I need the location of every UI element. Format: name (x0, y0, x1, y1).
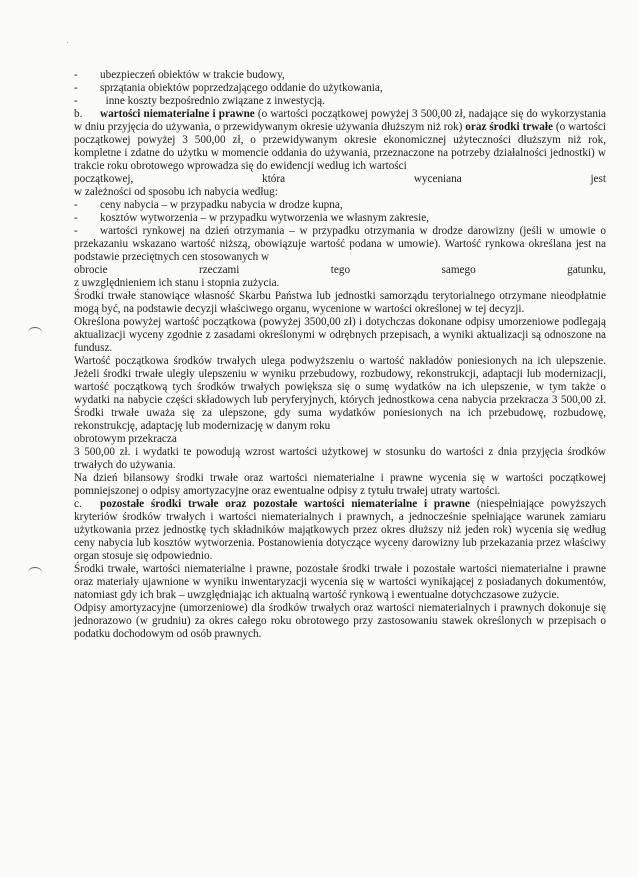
justified-line (74, 173, 606, 186)
list-item-dash: - wartości rynkowej na dzień otrzymania – w przypadku otrzymania w drodze darowizny (jeśli w umowie o przekazaniu wskazano wartość niższą, obowiązuje wartość podana w umowie). Wartość rynkowa określana jest na podstawie przeciętnych cen stosowanych w (74, 225, 606, 263)
word: obrocie (74, 264, 108, 276)
paragraph-text: 3 500,00 zł. i wydatki te powodują wzrost wartości użytkowej w stosunku do wartości z dnia przyjęcia środków trwałych do używania. (74, 446, 606, 471)
list-item-dash: - kosztów wytworzenia – w przypadku wytworzenia we własnym zakresie, (74, 212, 429, 224)
line-text: sprzątania obiektów poprzedzającego oddanie do użytkowania, (100, 82, 383, 94)
paragraph-text: (o wartości początkowej powyżej 3 500,00 zł, o przewidywanym okresie ekonomicznej użyteczności dłuższym niż rok, kompletne i zdatne do użytku w momencie oddania do używania, przeznaczone na potrzeby działalności jednostki) w trakcie roku obrotowego wprowadza się do ewidencji według ich wartości (74, 121, 607, 172)
word: wyceniana (413, 173, 462, 185)
paragraph-text: obrotowym przekracza (74, 433, 177, 445)
word: samego (441, 264, 476, 276)
margin-mark-top (28, 327, 42, 338)
margin-mark-bottom (28, 567, 42, 578)
paragraph-text: Odpisy amortyzacyjne (umorzeniowe) dla środków trwałych oraz wartości niematerialnych i prawnych dokonuje się jednorazowo (w grudniu) za okres całego roku obrotowego przy zastosowaniu stawek określonych w przepisach o podatku dochodowym od osób prawnych. (74, 602, 606, 640)
paragraph-text: (o wartości początkowej powyżej 3 500,00 zł, nadające się do wykorzystania w dniu przyjęcia do używania, o przewidywanym okresie używania dłuższym niż rok) (74, 108, 606, 133)
section-label: b. (74, 108, 83, 120)
word: rzeczami (198, 264, 240, 276)
section-heading: pozostałe środki trwałe oraz pozostałe wartości niematerialne i prawne (100, 498, 470, 510)
list-item-dash: - ceny nabycia – w przypadku nabycia w drodze kupna, (74, 199, 343, 211)
paragraph-text: Na dzień bilansowy środki trwałe oraz wartości niematerialne i prawne wycenia się w wartości początkowej pomniejszonej o odpisy amortyzacyjne oraz ewentualne odpisy z tytułu trwałej utraty wartości. (74, 472, 606, 497)
word: która (262, 173, 286, 185)
line-text: ceny nabycia – w przypadku nabycia w drodze kupna, (100, 199, 343, 211)
paragraph-text: Środki trwałe stanowiące własność Skarbu Państwa lub jednostki samorządu terytorialnego otrzymane nieodpłatnie mogą być, na podstawie decyzji właściwego organu, wycenione w wartości określonej w tej decyzji. (74, 290, 606, 315)
word: początkowej, (74, 173, 134, 185)
line-text: inne koszty bezpośrednio związane z inwestycją. (105, 95, 325, 107)
word: jest (590, 173, 606, 185)
section-heading: oraz środki trwałe (465, 121, 553, 133)
justified-line (74, 264, 606, 277)
word: gatunku, (567, 264, 606, 276)
line-text: ubezpieczeń obiektów w trakcie budowy, (100, 69, 285, 81)
paragraph-text: w zależności od sposobu ich nabycia według: (74, 186, 278, 198)
paragraph-text: Wartość początkowa środków trwałych ulega podwyższeniu o wartość nakładów poniesionych na ich ulepszenie. Jeżeli środki trwałe uległy ulepszeniu w wyniku przebudowy, rozbudowy, rekonstrukcji, adaptacji lub modernizacji, wartość początkową tych środków trwałych powiększa się o sumę wydatków na ich ulepszenie, w tym także o wydatki na nabycie części składowych lub peryferyjnych, których jednostkowa cena nabycia przekracza 3 500,00 zł. Środki trwałe uważa się za ulepszone, gdy suma wydatków poniesionych na ich przebudowę, rozbudowę, rekonstrukcję, adaptację lub modernizację w danym roku (74, 355, 606, 432)
list-item-dash: - sprzątania obiektów poprzedzającego oddanie do użytkowania, (74, 82, 383, 94)
list-item-dash: - inne koszty bezpośrednio związane z inwestycją. (74, 95, 325, 107)
paragraph-text: Określona powyżej wartość początkowa (powyżej 3500,00 zł) i dotychczas dokonane odpisy umorzeniowe podlegają aktualizacji wyceny zgodnie z zasadami określonymi w odrębnych przepisach, a wyniki aktualizacji są odnoszone na fundusz. (74, 316, 606, 354)
paragraph-text: z uwzględnieniem ich stanu i stopnia zużycia. (74, 277, 280, 289)
word: tego (330, 264, 351, 276)
section-label: c. (74, 498, 82, 510)
list-item-dash: - ubezpieczeń obiektów w trakcie budowy, (74, 69, 285, 81)
line-text: wartości rynkowej na dzień otrzymania – w przypadku otrzymania w drodze darowizny (jeśli w umowie o przekazaniu wskazano wartość niższą, obowiązuje wartość podana w umowie). Wartość rynkowa określana jest na podstawie przeciętnych cen stosowanych w (74, 225, 606, 263)
section-b (74, 108, 606, 173)
section-heading: wartości niematerialne i prawne (100, 108, 255, 120)
paragraph-text: (niespełniające powyższych kryteriów środków trwałych i wartości niematerialnych i prawnych, a jednocześnie spełniające warunek zamiaru użytkowania przez jednostkę tych składników majątkowych przez okres dłuższy niż jeden rok) wycenia się według ceny nabycia lub kosztów wytworzenia. Postanowienia dotyczące wyceny darowizny lub przekazania przez właściwy organ stosuje się odpowiednio. (74, 498, 607, 562)
line-text: kosztów wytworzenia – w przypadku wytworzenia we własnym zakresie, (100, 212, 429, 224)
scan-speck: · (66, 38, 70, 49)
document-body (74, 69, 606, 641)
section-c (74, 498, 606, 563)
paragraph-text: Środki trwałe, wartości niematerialne i prawne, pozostałe środki trwałe i pozostałe wartości niematerialne i prawne oraz materiały ujawnione w wyniku inwentaryzacji wycenia się w wartości wynikającej z posiadanych dokumentów, natomiast gdy ich brak – uwzględniając ich aktualną wartość rynkową i ewentualne dotychczasowe zużycie. (74, 563, 606, 601)
